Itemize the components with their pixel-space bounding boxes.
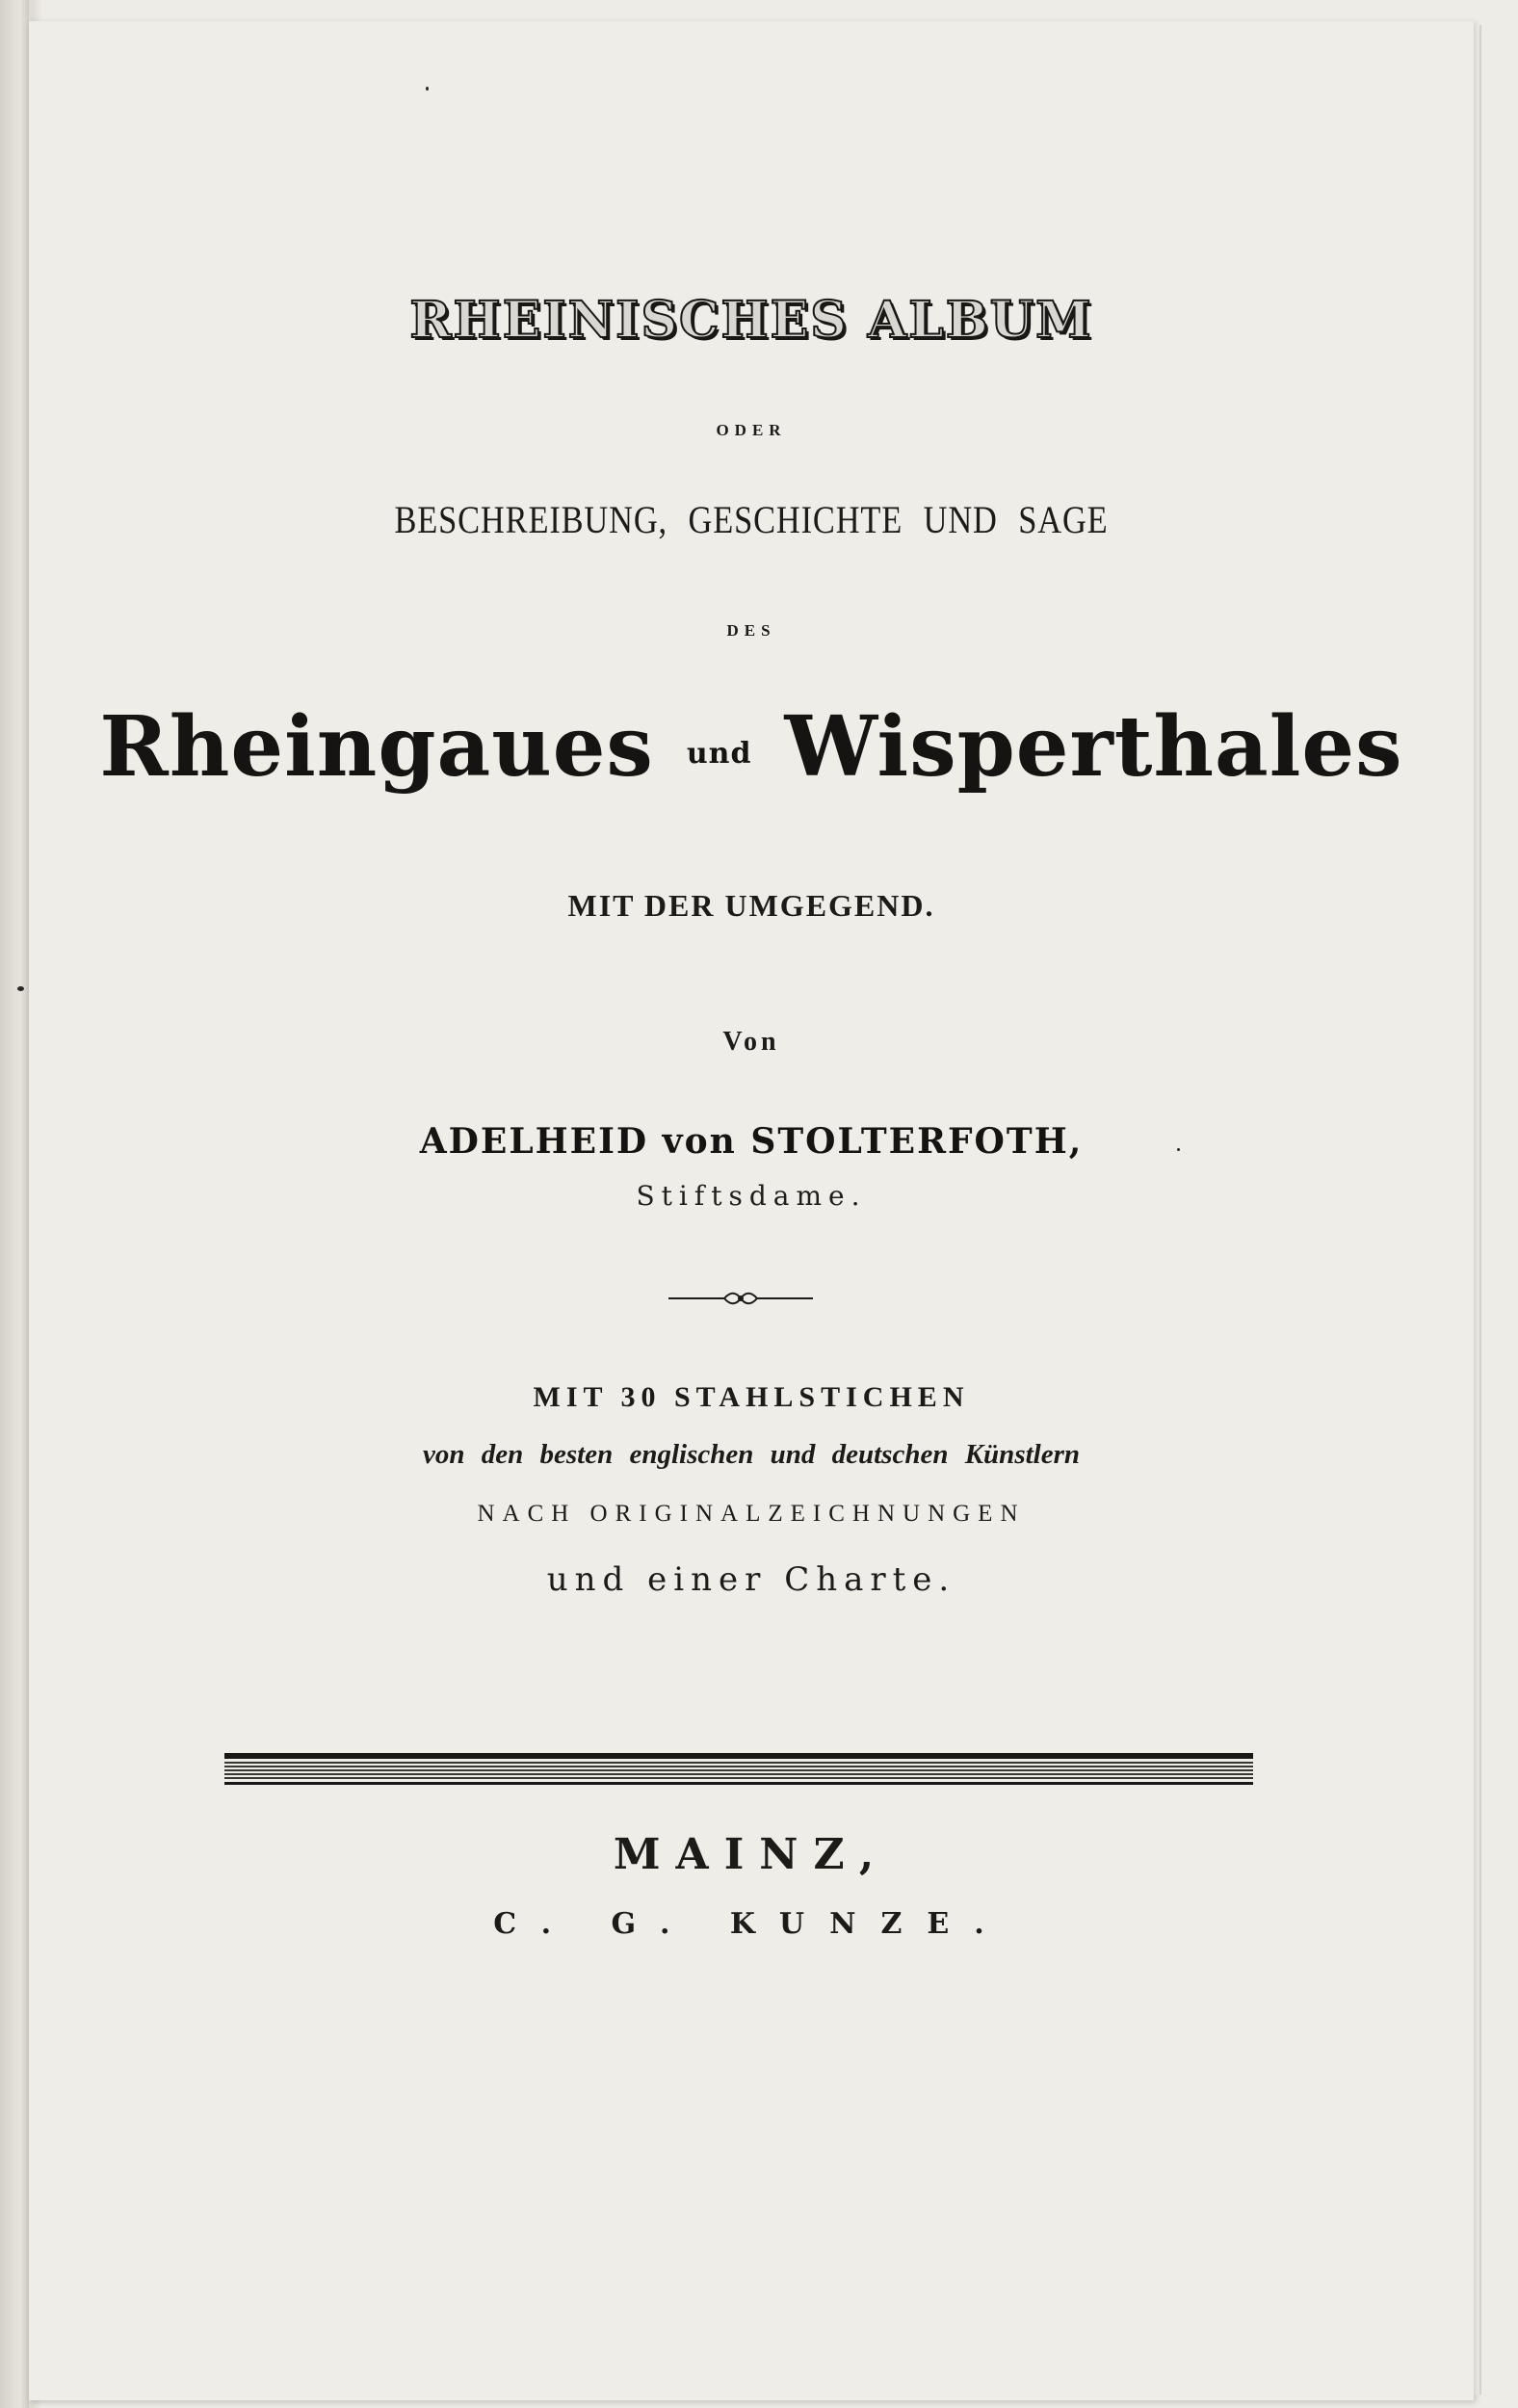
region-suffix: MIT DER UMGEGEND. [567,888,935,923]
drawings-note: NACH ORIGINALZEICHNUNGEN [477,1501,1026,1527]
paper-speck [17,986,24,991]
ornament-divider [668,1288,813,1309]
region-wisperthal: Wisperthales [784,698,1403,796]
artists-note: von den besten englischen und deutschen Künstlern [423,1439,1080,1470]
double-rule [224,1753,1253,1786]
book-subtitle: BESCHREIBUNG, GESCHICHTE UND SAGE [394,498,1109,541]
region-heading [29,698,1474,796]
conjunction-oder: ODER [716,421,787,439]
left-page-edge [0,0,29,2408]
publisher-name: C. G. KUNZE. [493,1907,1009,1941]
author-name: ADELHEID von STOLTERFOTH, [419,1121,1084,1162]
map-note: und einer Charte. [546,1560,956,1599]
region-joiner: und [686,737,752,771]
author-title: Stiftsdame. [636,1180,867,1212]
article-des: DES [726,621,776,640]
by-label: Von [722,1027,780,1057]
right-page-edge [1474,25,1481,2395]
publication-place: MAINZ, [613,1830,890,1879]
paper-speck [426,87,429,91]
region-rheingau: Rheingaues [99,698,654,796]
book-title: RHEINISCHES ALBUM [409,291,1093,350]
illustrations-note: MIT 30 STAHLSTICHEN [533,1381,970,1413]
